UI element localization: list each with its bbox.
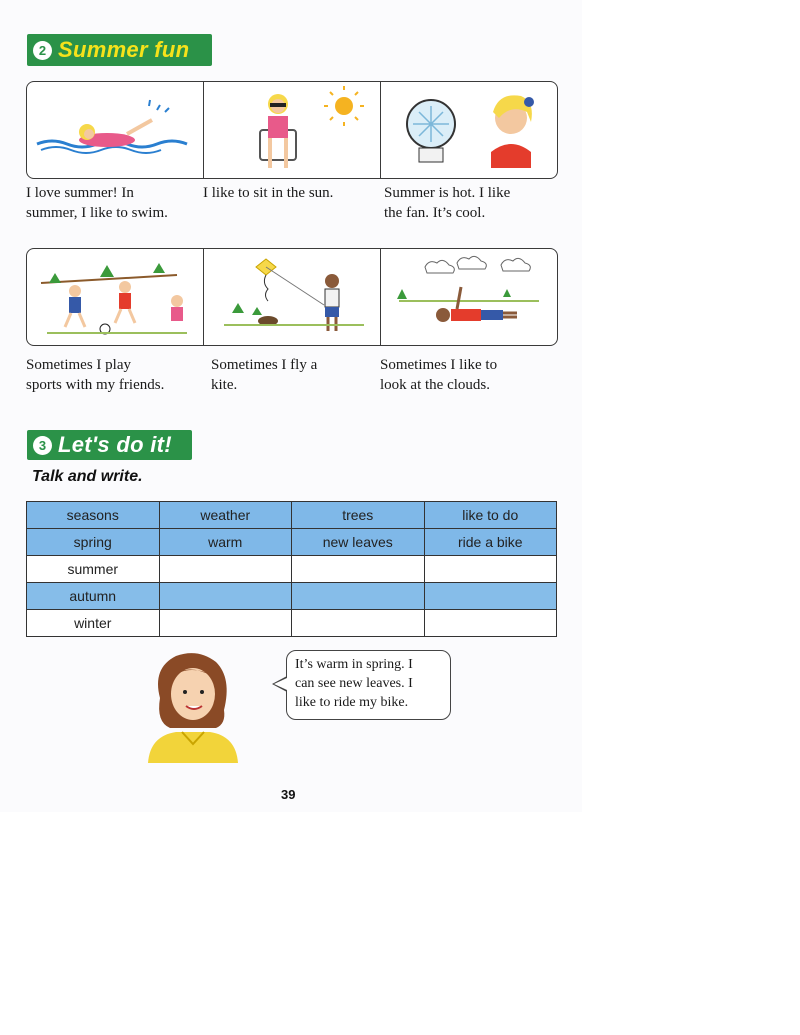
speech-bubble [286,650,451,720]
section-banner-lets-do-it [27,430,192,460]
table-cell: autumn [27,583,160,610]
caption-line: Sometimes I play [26,357,131,373]
sitting-in-sun-illustration [204,82,381,178]
section-title: Let's do it! [58,432,172,457]
caption-line: look at the clouds. [380,377,490,393]
caption-fan [384,183,510,223]
table-cell [159,610,292,637]
caption-line: Sometimes I like to [380,357,498,373]
table-header-row [27,502,557,529]
table-cell [159,556,292,583]
caption-line: Summer is hot. I like [384,185,511,201]
table-row [27,556,557,583]
table-cell [159,583,292,610]
caption-clouds [380,355,497,395]
table-cell [292,610,425,637]
table-cell [424,610,557,637]
caption-sun [203,183,333,203]
section-number: 2 [33,41,52,60]
section-banner-summer-fun [27,34,212,66]
section-number: 3 [33,436,52,455]
picture-strip-2 [26,248,558,346]
caption-line: I love summer! In [26,185,134,201]
table-header-cell: like to do [424,502,557,529]
caption-line: kite. [211,377,238,393]
speech-line: It’s warm in spring. I [295,657,413,672]
table-cell: new leaves [292,529,425,556]
speech-line: can see new leaves. I [295,676,413,691]
swimming-illustration [27,82,204,178]
caption-sports [26,355,164,395]
picture-strip-1 [26,81,558,179]
table-row [27,610,557,637]
cloud-watching-illustration [381,249,557,345]
table-cell [424,556,557,583]
section-title: Summer fun [58,37,190,62]
seasons-table [26,501,557,637]
table-cell: winter [27,610,160,637]
table-header-cell: seasons [27,502,160,529]
table-cell [292,556,425,583]
girl-illustration [146,648,241,763]
table-cell: ride a bike [424,529,557,556]
table-row [27,583,557,610]
caption-line: summer, I like to swim. [26,205,168,221]
caption-line: Sometimes I fly a [211,357,318,373]
table-cell: warm [159,529,292,556]
table-cell: spring [27,529,160,556]
kite-flying-illustration [204,249,381,345]
table-row [27,529,557,556]
instruction-text: Talk and write. [32,468,143,485]
table-cell [292,583,425,610]
table-header-cell: weather [159,502,292,529]
caption-line: I like to sit in the sun. [203,185,334,201]
speech-line: like to ride my bike. [295,695,409,710]
caption-line: sports with my friends. [26,377,165,393]
fan-illustration [381,82,557,178]
caption-line: the fan. It’s cool. [384,205,486,221]
page-number: 39 [281,787,296,802]
caption-swim [26,183,168,223]
caption-kite [211,355,317,395]
speech-bubble-tail-fill [274,678,287,690]
sports-illustration [27,249,204,345]
table-header-cell: trees [292,502,425,529]
table-cell [424,583,557,610]
table-cell: summer [27,556,160,583]
